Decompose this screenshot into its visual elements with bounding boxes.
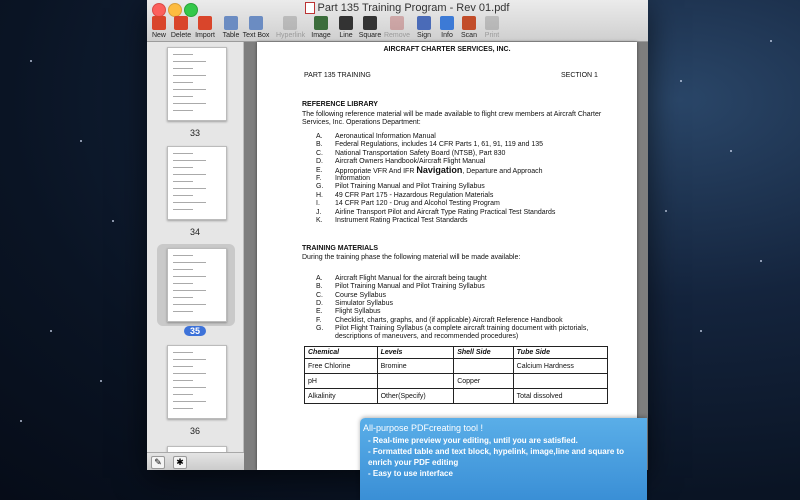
hyperlink-text[interactable]: Navigation	[416, 164, 463, 175]
remove-icon	[390, 16, 404, 30]
promo-title: All-purpose PDFcreating tool !	[363, 423, 484, 433]
list-letter: G.	[316, 324, 324, 332]
text-box-icon	[249, 16, 263, 30]
table-cell[interactable]: Bromine	[377, 359, 454, 374]
toolbar-label: Sign	[416, 32, 431, 39]
toolbar-label: Image	[311, 32, 331, 39]
print-button[interactable]	[478, 16, 506, 39]
close-window-button[interactable]	[152, 3, 166, 17]
list-letter: I.	[316, 200, 320, 208]
page-thumbnail-36[interactable]	[167, 345, 227, 419]
list-text: Flight Syllabus	[335, 308, 381, 316]
promo-item: - Formatted table and text block, hypelink, image,line and square to	[368, 447, 625, 456]
table-cell[interactable]	[513, 374, 607, 389]
list-letter: H.	[316, 191, 323, 199]
reference-library-heading: REFERENCE LIBRARY	[302, 101, 378, 108]
import-button[interactable]	[191, 16, 219, 39]
page-thumbnail-35[interactable]	[167, 248, 227, 322]
toolbar-label: Scan	[461, 32, 477, 39]
list-letter: E.	[316, 308, 323, 316]
table-cell[interactable]: Total dissolved	[513, 389, 607, 404]
app-window	[147, 0, 648, 470]
pdf-new-icon	[152, 16, 166, 30]
page-header-left: PART 135 TRAINING	[304, 72, 371, 79]
image-icon	[314, 16, 328, 30]
page-number-36: 36	[189, 426, 200, 436]
list-letter: G.	[316, 183, 324, 191]
list-letter: K.	[316, 217, 323, 224]
pdf-import-icon	[198, 16, 212, 30]
sign-icon	[417, 16, 431, 30]
zoom-window-button[interactable]	[184, 3, 198, 17]
image-button[interactable]	[307, 16, 335, 39]
list-text: Course Syllabus	[335, 291, 386, 299]
toolbar-label: Print	[484, 32, 500, 39]
table-button[interactable]	[217, 16, 245, 39]
toolbar-label: Remove	[383, 32, 411, 39]
table-header: Levels	[377, 347, 454, 359]
list-letter: E.	[316, 166, 323, 174]
sidebar-bottom-bar	[147, 452, 244, 470]
page-header-right: SECTION 1	[561, 72, 598, 79]
table-cell[interactable]: Free Chlorine	[305, 359, 378, 374]
table-row	[305, 374, 608, 389]
info-icon	[440, 16, 454, 30]
list-letter: A.	[316, 133, 323, 140]
training-intro: During the training phase the following material will be made available:	[302, 254, 521, 261]
promo-item: - Easy to use interface	[368, 469, 453, 478]
training-materials-heading: TRAINING MATERIALS	[302, 245, 379, 252]
table-header: Tube Side	[513, 347, 607, 359]
scan-icon	[462, 16, 476, 30]
pdf-delete-icon	[174, 16, 188, 30]
remove-button[interactable]	[383, 16, 411, 39]
window-title: Part 135 Training Program - Rev 01.pdf	[277, 2, 537, 14]
table-cell[interactable]: Copper	[454, 374, 513, 389]
promo-banner	[360, 418, 647, 500]
table-cell[interactable]: Other(Specify)	[377, 389, 454, 404]
list-text: descriptions of maneuvers, and recommended procedures)	[335, 333, 519, 341]
table-cell[interactable]: Alkalinity	[305, 389, 378, 404]
table-header: Chemical	[305, 347, 378, 359]
edit-pencil-icon[interactable]: ✎	[151, 456, 165, 469]
promo-item: - Real-time preview your editing, until you are satisfied.	[368, 436, 578, 445]
list-letter: F.	[316, 316, 322, 324]
minimize-window-button[interactable]	[168, 3, 182, 17]
table-cell[interactable]: pH	[305, 374, 378, 389]
page-number-35: 35	[147, 326, 243, 336]
toolbar-label: Text Box	[242, 32, 270, 39]
list-letter: C.	[316, 149, 323, 157]
toolbar-label: Line	[339, 32, 353, 39]
list-text: Aircraft Owners Handbook/Aircraft Flight Manual	[335, 158, 486, 166]
settings-gear-icon[interactable]: ✱	[173, 456, 187, 469]
list-text: 14 CFR Part 120 - Drug and Alcohol Testing Program	[335, 200, 500, 208]
table-row	[305, 389, 608, 404]
table-icon	[224, 16, 238, 30]
square-button[interactable]	[356, 16, 384, 39]
list-letter: B.	[316, 283, 323, 291]
page-number-33: 33	[189, 128, 200, 138]
list-letter: F.	[316, 175, 322, 182]
pdf-document-icon	[305, 2, 315, 14]
company-heading: AIRCRAFT CHARTER SERVICES, INC.	[383, 46, 511, 53]
table-header: Shell Side	[454, 347, 513, 359]
document-canvas	[244, 42, 648, 470]
table-row	[305, 359, 608, 374]
list-text: Aircraft Flight Manual for the aircraft being taught	[335, 275, 487, 282]
hyperlink-button[interactable]	[276, 16, 304, 39]
toolbar-label: New	[151, 32, 166, 39]
list-text: Aeronautical Information Manual	[335, 133, 436, 140]
title-bar	[147, 0, 648, 42]
list-text: Appropriate VFR And IFR Navigation, Departure and Approach	[335, 164, 543, 175]
text-box-button[interactable]	[242, 16, 270, 39]
toolbar-label: Info	[441, 32, 453, 39]
list-text: Pilot Training Manual and Pilot Training Syllabus	[335, 183, 485, 191]
toolbar-label: Hyperlink	[276, 32, 306, 39]
toolbar-label: Square	[358, 32, 382, 39]
chemical-table[interactable]	[304, 346, 608, 404]
list-text: Instrument Rating Practical Test Standards	[335, 217, 468, 224]
list-text: Pilot Training Manual and Pilot Training Syllabus	[335, 283, 485, 291]
toolbar-label: Table	[222, 32, 240, 39]
page-number-34: 34	[189, 227, 200, 237]
table-cell[interactable]	[454, 389, 513, 404]
promo-item: enrich your PDF editing	[368, 458, 459, 467]
thumbnail-sidebar	[147, 42, 244, 452]
list-text: National Transportation Safety Board (NTSB), Part 830	[335, 149, 506, 157]
list-letter: C.	[316, 291, 323, 299]
list-text: 49 CFR Part 175 - Hazardous Regulation Materials	[335, 191, 494, 199]
square-icon	[363, 16, 377, 30]
list-letter: A.	[316, 275, 323, 282]
list-letter: J.	[316, 208, 322, 216]
reference-intro-line-2: Services, Inc. Operations Department:	[302, 119, 421, 126]
table-cell[interactable]	[454, 359, 513, 374]
hyperlink-icon	[283, 16, 297, 30]
list-letter: D.	[316, 299, 323, 307]
list-text: Federal Regulations, includes 14 CFR Parts 1, 61, 91, 119 and 135	[335, 141, 544, 149]
print-icon	[485, 16, 499, 30]
reference-intro-line-1: The following reference material will be made available to flight crew members at Aircraft Charter	[302, 111, 602, 118]
list-letter: D.	[316, 158, 323, 166]
toolbar-label: Delete	[170, 32, 192, 39]
list-text: Simulator Syllabus	[335, 299, 393, 307]
list-letter: B.	[316, 141, 323, 149]
page-thumbnail-34[interactable]	[167, 146, 227, 220]
pdf-page[interactable]	[257, 42, 637, 470]
list-text: Airline Transport Pilot and Aircraft Type Rating Practical Test Standards	[335, 208, 556, 216]
list-text: Pilot Flight Training Syllabus (a complete aircraft training document with pictorials,	[335, 324, 589, 332]
table-cell[interactable]: Calcium Hardness	[513, 359, 607, 374]
table-cell[interactable]	[377, 374, 454, 389]
list-text: Checklist, charts, graphs, and (if applicable) Aircraft Reference Handbook	[335, 316, 563, 324]
page-thumbnail-33[interactable]	[167, 47, 227, 121]
list-text: Information	[335, 175, 371, 182]
toolbar-label: Import	[195, 32, 215, 39]
line-icon	[339, 16, 353, 30]
